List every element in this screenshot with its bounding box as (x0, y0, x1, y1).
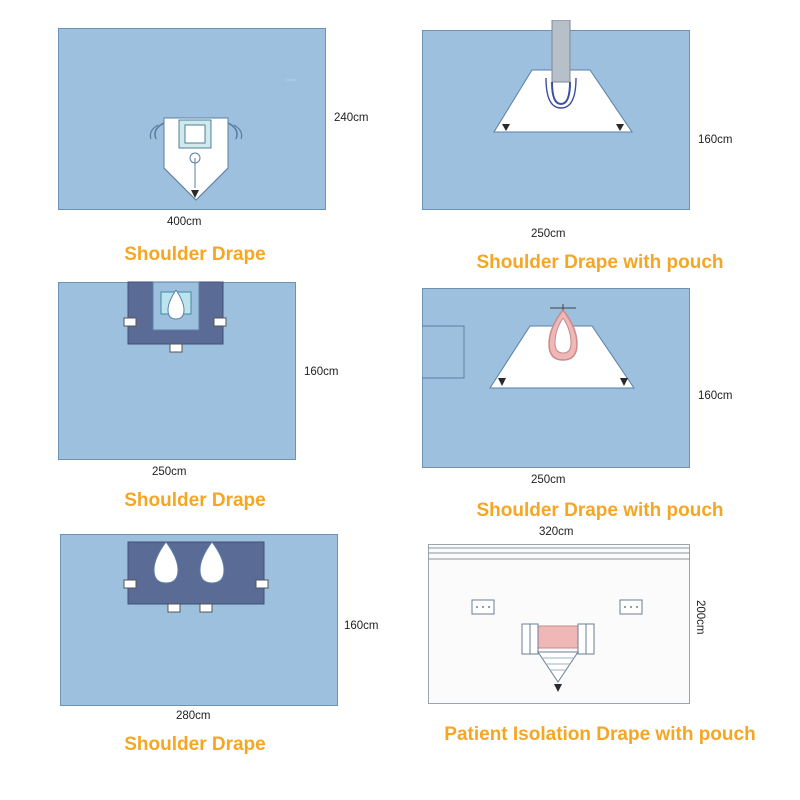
drape-graphic (428, 534, 708, 719)
drape-graphic (58, 28, 326, 210)
product-card-patient-isolation-drape-with-pouch-320x200 (400, 512, 800, 788)
dimension-height: 160cm (344, 620, 379, 632)
product-caption: Shoulder Drape (124, 244, 266, 265)
product-card-shoulder-drape-with-pouch-250x160-b (400, 268, 800, 538)
drape-graphic (58, 272, 308, 472)
drape-graphic (422, 278, 712, 478)
product-caption: Patient Isolation Drape with pouch (444, 724, 756, 745)
product-card-shoulder-drape-250x160 (0, 268, 390, 528)
dimension-height: 160cm (304, 366, 339, 378)
drape-graphic (60, 524, 350, 714)
dimension-width: 280cm (176, 710, 211, 722)
dimension-width: 250cm (152, 466, 187, 478)
product-card-shoulder-drape-280x160 (0, 512, 390, 788)
product-caption: Shoulder Drape with pouch (476, 252, 724, 273)
product-caption: Shoulder Drape (124, 490, 266, 511)
product-card-shoulder-drape-with-pouch-250x160-a (400, 0, 800, 285)
dimension-height: 160cm (698, 390, 733, 402)
dimension-width: 320cm (539, 526, 574, 538)
dimension-width: 250cm (531, 474, 566, 486)
dimension-width: 250cm (531, 228, 566, 240)
product-card-shoulder-drape-400x240 (0, 0, 390, 275)
dimension-height: 200cm (694, 600, 706, 635)
product-caption: Shoulder Drape (124, 734, 266, 755)
dimension-width: 400cm (167, 216, 202, 228)
dimension-height: 240cm (334, 112, 369, 124)
dimension-height: 160cm (698, 134, 733, 146)
drape-graphic (422, 20, 712, 220)
product-caption: Shoulder Drape with pouch (476, 500, 724, 521)
